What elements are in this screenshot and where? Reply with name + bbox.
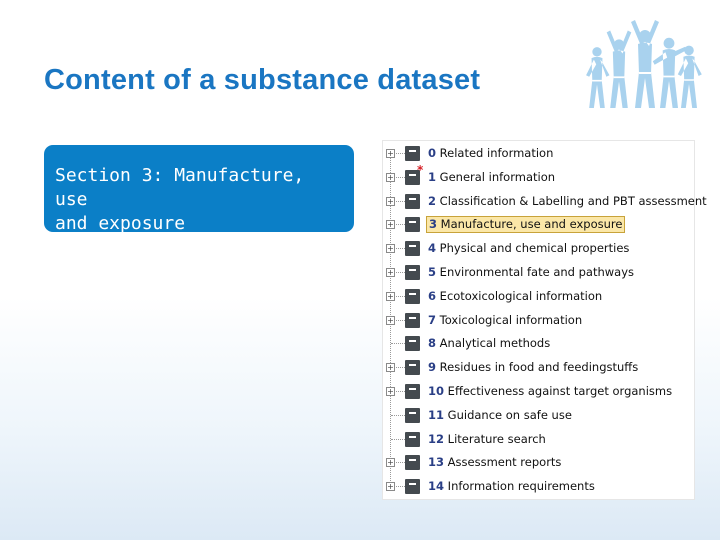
section-callout-line-2: and exposure [55, 213, 186, 234]
section-title: Literature search [447, 431, 546, 446]
tree-item-label [426, 289, 604, 304]
tree-item-section-5[interactable] [383, 262, 695, 282]
section-number: 4 [428, 241, 437, 256]
tree-item-section-0[interactable] [383, 143, 695, 163]
section-folder-icon [405, 313, 420, 328]
section-folder-icon [405, 479, 420, 494]
section-folder-icon [405, 241, 420, 256]
section-title: Information requirements [447, 479, 595, 494]
tree-item-label [426, 479, 597, 494]
section-folder-icon [405, 265, 420, 280]
section-number: 5 [428, 265, 437, 279]
expand-toggle-icon[interactable]: + [387, 149, 394, 158]
tree-item-label [426, 408, 574, 423]
section-title: Residues in food and feedingstuffs [439, 360, 639, 375]
section-folder-icon [405, 455, 420, 470]
tree-item-section-1[interactable] [383, 162, 695, 187]
tree-item-section-10[interactable] [383, 381, 695, 401]
section-title: Related information [439, 146, 554, 160]
section-number: 7 [428, 312, 437, 327]
tree-item-label [426, 455, 563, 470]
dataset-tree [382, 140, 707, 500]
tree-item-label [426, 216, 625, 233]
expand-toggle-icon[interactable]: + [387, 196, 394, 206]
tree-item-label [426, 336, 552, 351]
tree-item-label [426, 313, 584, 328]
section-number: 1 [428, 169, 437, 184]
tree-item-label [426, 384, 674, 399]
tree-item-label [426, 146, 555, 161]
expand-toggle-icon[interactable]: + [387, 315, 394, 325]
section-folder-icon [405, 336, 420, 351]
section-title: Environmental fate and pathways [439, 265, 635, 279]
tree-item-section-4[interactable] [383, 238, 695, 258]
expand-toggle-icon[interactable]: + [387, 172, 394, 182]
section-folder-icon [405, 432, 420, 447]
section-folder-icon [405, 146, 420, 161]
section-number: 10 [428, 384, 445, 398]
section-title: Manufacture, use and exposure [440, 217, 623, 232]
section-number: 2 [428, 193, 437, 208]
expand-toggle-icon[interactable]: + [387, 387, 394, 396]
section-number: 0 [428, 146, 437, 160]
section-number: 14 [428, 479, 445, 494]
tree-item-label [426, 241, 631, 256]
tree-connector [391, 415, 405, 416]
expand-toggle-icon[interactable]: + [387, 291, 394, 301]
section-title: Assessment reports [447, 455, 562, 470]
section-title: Guidance on safe use [447, 407, 572, 422]
expand-toggle-icon[interactable]: + [387, 363, 394, 373]
expand-toggle-icon[interactable]: + [387, 458, 394, 468]
section-callout-line-1: Section 3: Manufacture, use [55, 165, 305, 210]
tree-item-section-2[interactable] [383, 191, 707, 211]
section-number: 9 [428, 360, 437, 375]
section-number: 6 [428, 288, 437, 303]
expand-toggle-icon[interactable]: + [387, 220, 394, 230]
required-mark: * [417, 162, 424, 177]
section-title: Effectiveness against target organisms [447, 384, 673, 398]
section-number: 13 [428, 455, 445, 470]
section-folder-icon [405, 360, 420, 375]
section-number: 8 [428, 336, 437, 351]
tree-connector [391, 439, 405, 440]
section-number: 12 [428, 431, 445, 446]
tree-item-section-11[interactable] [383, 405, 695, 425]
tree-item-section-6[interactable] [383, 286, 695, 306]
section-title: Toxicological information [439, 312, 583, 327]
expand-toggle-icon[interactable]: + [387, 482, 394, 492]
running-people-icon [585, 12, 705, 108]
tree-item-section-14[interactable] [383, 476, 695, 496]
expand-toggle-icon[interactable]: + [387, 268, 394, 277]
section-title: Classification & Labelling and PBT assessment [439, 193, 707, 208]
expand-toggle-icon[interactable]: + [387, 244, 394, 254]
section-title: Ecotoxicological information [439, 288, 603, 303]
tree-item-label [426, 170, 557, 185]
tree-item-section-7[interactable] [383, 310, 695, 330]
tree-item-section-13[interactable] [383, 452, 695, 472]
section-folder-icon [405, 194, 420, 209]
tree-item-section-8[interactable] [383, 333, 695, 353]
section-title: Physical and chemical properties [439, 241, 630, 256]
section-folder-icon [405, 217, 420, 232]
section-title: General information [439, 169, 556, 184]
section-number: 3 [429, 217, 438, 232]
tree-connector [391, 343, 405, 344]
section-number: 11 [428, 407, 445, 422]
tree-item-section-3[interactable] [383, 214, 695, 234]
tree-item-label [426, 360, 640, 375]
section-folder-icon [405, 408, 420, 423]
slide-title: Content of a substance dataset [44, 64, 481, 96]
section-folder-icon [405, 384, 420, 399]
tree-item-section-9[interactable] [383, 357, 695, 377]
tree-item-label [426, 194, 709, 209]
tree-item-label [426, 265, 636, 280]
tree-item-section-12[interactable] [383, 429, 695, 449]
section-callout [44, 145, 354, 232]
tree-item-label [426, 432, 548, 447]
section-folder-icon [405, 289, 420, 304]
section-title: Analytical methods [439, 336, 551, 351]
